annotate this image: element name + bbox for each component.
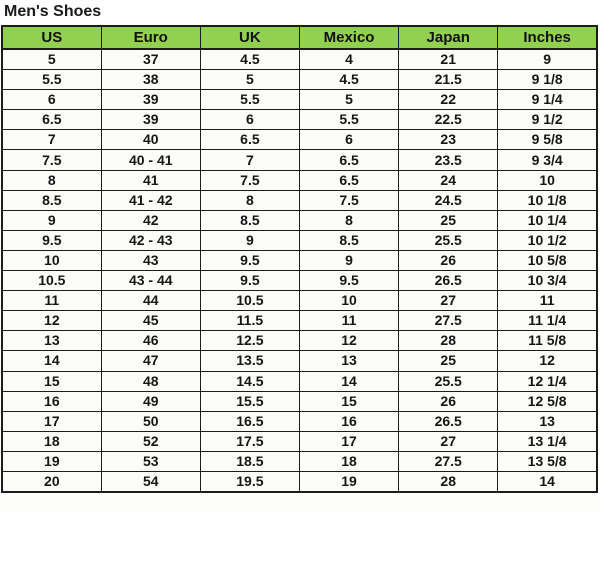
table-cell: 22.5 bbox=[399, 110, 498, 130]
table-cell: 7.5 bbox=[200, 170, 299, 190]
table-cell: 43 - 44 bbox=[101, 271, 200, 291]
table-cell: 12 5/8 bbox=[498, 391, 597, 411]
table-cell: 38 bbox=[101, 70, 200, 90]
table-cell: 15 bbox=[2, 371, 101, 391]
table-cell: 14 bbox=[498, 471, 597, 492]
table-cell: 13 5/8 bbox=[498, 451, 597, 471]
table-cell: 39 bbox=[101, 90, 200, 110]
table-row bbox=[2, 431, 597, 451]
table-cell: 13 bbox=[299, 351, 398, 371]
table-cell: 9 bbox=[299, 250, 398, 270]
table-cell: 9 3/4 bbox=[498, 150, 597, 170]
table-cell: 10.5 bbox=[200, 291, 299, 311]
table-cell: 11 1/4 bbox=[498, 311, 597, 331]
table-row bbox=[2, 451, 597, 471]
table-row bbox=[2, 230, 597, 250]
table-cell: 12 bbox=[498, 351, 597, 371]
table-cell: 10 3/4 bbox=[498, 271, 597, 291]
table-cell: 9 1/8 bbox=[498, 70, 597, 90]
table-cell: 10 1/4 bbox=[498, 210, 597, 230]
table-cell: 6 bbox=[299, 130, 398, 150]
table-cell: 6 bbox=[2, 90, 101, 110]
table-row bbox=[2, 90, 597, 110]
table-cell: 4.5 bbox=[200, 49, 299, 70]
table-cell: 40 bbox=[101, 130, 200, 150]
table-cell: 23.5 bbox=[399, 150, 498, 170]
table-row bbox=[2, 371, 597, 391]
column-header-inches: Inches bbox=[498, 26, 597, 49]
table-cell: 26 bbox=[399, 391, 498, 411]
table-cell: 26.5 bbox=[399, 411, 498, 431]
table-cell: 12 bbox=[299, 331, 398, 351]
table-cell: 41 bbox=[101, 170, 200, 190]
table-cell: 37 bbox=[101, 49, 200, 70]
table-cell: 17 bbox=[299, 431, 398, 451]
table-cell: 11.5 bbox=[200, 311, 299, 331]
table-cell: 11 5/8 bbox=[498, 331, 597, 351]
table-cell: 46 bbox=[101, 331, 200, 351]
table-cell: 6.5 bbox=[200, 130, 299, 150]
table-cell: 39 bbox=[101, 110, 200, 130]
shoe-size-conversion-table bbox=[1, 25, 598, 493]
table-row bbox=[2, 391, 597, 411]
table-cell: 16 bbox=[299, 411, 398, 431]
table-cell: 8.5 bbox=[200, 210, 299, 230]
bottom-whitespace bbox=[0, 493, 600, 511]
table-cell: 8 bbox=[299, 210, 398, 230]
table-row bbox=[2, 291, 597, 311]
table-cell: 8.5 bbox=[2, 190, 101, 210]
table-cell: 10 1/8 bbox=[498, 190, 597, 210]
table-cell: 18 bbox=[299, 451, 398, 471]
table-row bbox=[2, 331, 597, 351]
table-header bbox=[2, 26, 597, 49]
table-cell: 25.5 bbox=[399, 371, 498, 391]
table-cell: 8 bbox=[2, 170, 101, 190]
table-cell: 5.5 bbox=[200, 90, 299, 110]
table-row bbox=[2, 49, 597, 70]
table-cell: 12.5 bbox=[200, 331, 299, 351]
table-cell: 12 bbox=[2, 311, 101, 331]
table-row bbox=[2, 190, 597, 210]
table-cell: 16.5 bbox=[200, 411, 299, 431]
table-cell: 12 1/4 bbox=[498, 371, 597, 391]
table-cell: 20 bbox=[2, 471, 101, 492]
table-cell: 4 bbox=[299, 49, 398, 70]
table-cell: 9.5 bbox=[200, 250, 299, 270]
table-cell: 28 bbox=[399, 331, 498, 351]
table-row bbox=[2, 351, 597, 371]
table-cell: 19.5 bbox=[200, 471, 299, 492]
table-row bbox=[2, 271, 597, 291]
table-cell: 43 bbox=[101, 250, 200, 270]
table-cell: 40 - 41 bbox=[101, 150, 200, 170]
table-cell: 13 bbox=[498, 411, 597, 431]
table-cell: 9.5 bbox=[299, 271, 398, 291]
table-cell: 9 1/4 bbox=[498, 90, 597, 110]
table-cell: 13 1/4 bbox=[498, 431, 597, 451]
column-header-uk: UK bbox=[200, 26, 299, 49]
table-cell: 6.5 bbox=[299, 170, 398, 190]
table-cell: 11 bbox=[498, 291, 597, 311]
table-cell: 10 bbox=[2, 250, 101, 270]
table-row bbox=[2, 471, 597, 492]
table-row bbox=[2, 110, 597, 130]
table-cell: 21.5 bbox=[399, 70, 498, 90]
table-cell: 10.5 bbox=[2, 271, 101, 291]
table-cell: 15 bbox=[299, 391, 398, 411]
table-cell: 53 bbox=[101, 451, 200, 471]
table-cell: 17 bbox=[2, 411, 101, 431]
table-row bbox=[2, 311, 597, 331]
page-title: Men's Shoes bbox=[4, 3, 102, 20]
table-cell: 9 5/8 bbox=[498, 130, 597, 150]
table-cell: 42 - 43 bbox=[101, 230, 200, 250]
table-cell: 21 bbox=[399, 49, 498, 70]
table-cell: 13.5 bbox=[200, 351, 299, 371]
table-cell: 10 bbox=[498, 170, 597, 190]
table-body bbox=[2, 49, 597, 492]
table-cell: 5.5 bbox=[299, 110, 398, 130]
table-cell: 5 bbox=[2, 49, 101, 70]
table-cell: 18 bbox=[2, 431, 101, 451]
table-cell: 6 bbox=[200, 110, 299, 130]
table-cell: 19 bbox=[299, 471, 398, 492]
table-cell: 45 bbox=[101, 311, 200, 331]
column-header-us: US bbox=[2, 26, 101, 49]
table-cell: 9 1/2 bbox=[498, 110, 597, 130]
table-cell: 27 bbox=[399, 291, 498, 311]
table-cell: 9.5 bbox=[2, 230, 101, 250]
column-header-euro: Euro bbox=[101, 26, 200, 49]
table-cell: 28 bbox=[399, 471, 498, 492]
table-cell: 18.5 bbox=[200, 451, 299, 471]
table-cell: 17.5 bbox=[200, 431, 299, 451]
table-cell: 27.5 bbox=[399, 451, 498, 471]
table-cell: 7.5 bbox=[299, 190, 398, 210]
table-cell: 9 bbox=[200, 230, 299, 250]
table-cell: 9 bbox=[498, 49, 597, 70]
table-cell: 48 bbox=[101, 371, 200, 391]
table-cell: 5.5 bbox=[2, 70, 101, 90]
table-cell: 5 bbox=[299, 90, 398, 110]
table-cell: 23 bbox=[399, 130, 498, 150]
table-cell: 6.5 bbox=[2, 110, 101, 130]
column-header-japan: Japan bbox=[399, 26, 498, 49]
table-cell: 7.5 bbox=[2, 150, 101, 170]
table-cell: 44 bbox=[101, 291, 200, 311]
table-cell: 8 bbox=[200, 190, 299, 210]
table-cell: 52 bbox=[101, 431, 200, 451]
table-cell: 8.5 bbox=[299, 230, 398, 250]
table-cell: 10 5/8 bbox=[498, 250, 597, 270]
table-cell: 15.5 bbox=[200, 391, 299, 411]
table-cell: 24 bbox=[399, 170, 498, 190]
table-row bbox=[2, 70, 597, 90]
table-cell: 13 bbox=[2, 331, 101, 351]
table-cell: 4.5 bbox=[299, 70, 398, 90]
table-cell: 19 bbox=[2, 451, 101, 471]
table-cell: 27.5 bbox=[399, 311, 498, 331]
table-cell: 26 bbox=[399, 250, 498, 270]
table-cell: 42 bbox=[101, 210, 200, 230]
table-cell: 6.5 bbox=[299, 150, 398, 170]
table-header-row bbox=[2, 26, 597, 49]
table-cell: 26.5 bbox=[399, 271, 498, 291]
table-cell: 9.5 bbox=[200, 271, 299, 291]
table-cell: 7 bbox=[200, 150, 299, 170]
table-cell: 7 bbox=[2, 130, 101, 150]
table-cell: 9 bbox=[2, 210, 101, 230]
column-header-mexico: Mexico bbox=[299, 26, 398, 49]
table-cell: 25 bbox=[399, 210, 498, 230]
table-cell: 47 bbox=[101, 351, 200, 371]
table-cell: 49 bbox=[101, 391, 200, 411]
table-cell: 16 bbox=[2, 391, 101, 411]
table-row bbox=[2, 411, 597, 431]
table-row bbox=[2, 170, 597, 190]
table-cell: 25 bbox=[399, 351, 498, 371]
table-cell: 24.5 bbox=[399, 190, 498, 210]
table-row bbox=[2, 250, 597, 270]
table-row bbox=[2, 210, 597, 230]
table-cell: 14 bbox=[2, 351, 101, 371]
table-cell: 27 bbox=[399, 431, 498, 451]
table-cell: 5 bbox=[200, 70, 299, 90]
table-cell: 25.5 bbox=[399, 230, 498, 250]
table-cell: 22 bbox=[399, 90, 498, 110]
table-row bbox=[2, 130, 597, 150]
table-cell: 14 bbox=[299, 371, 398, 391]
table-cell: 10 1/2 bbox=[498, 230, 597, 250]
table-cell: 11 bbox=[299, 311, 398, 331]
table-cell: 11 bbox=[2, 291, 101, 311]
table-cell: 14.5 bbox=[200, 371, 299, 391]
table-cell: 54 bbox=[101, 471, 200, 492]
table-cell: 50 bbox=[101, 411, 200, 431]
table-cell: 10 bbox=[299, 291, 398, 311]
table-cell: 41 - 42 bbox=[101, 190, 200, 210]
table-row bbox=[2, 150, 597, 170]
